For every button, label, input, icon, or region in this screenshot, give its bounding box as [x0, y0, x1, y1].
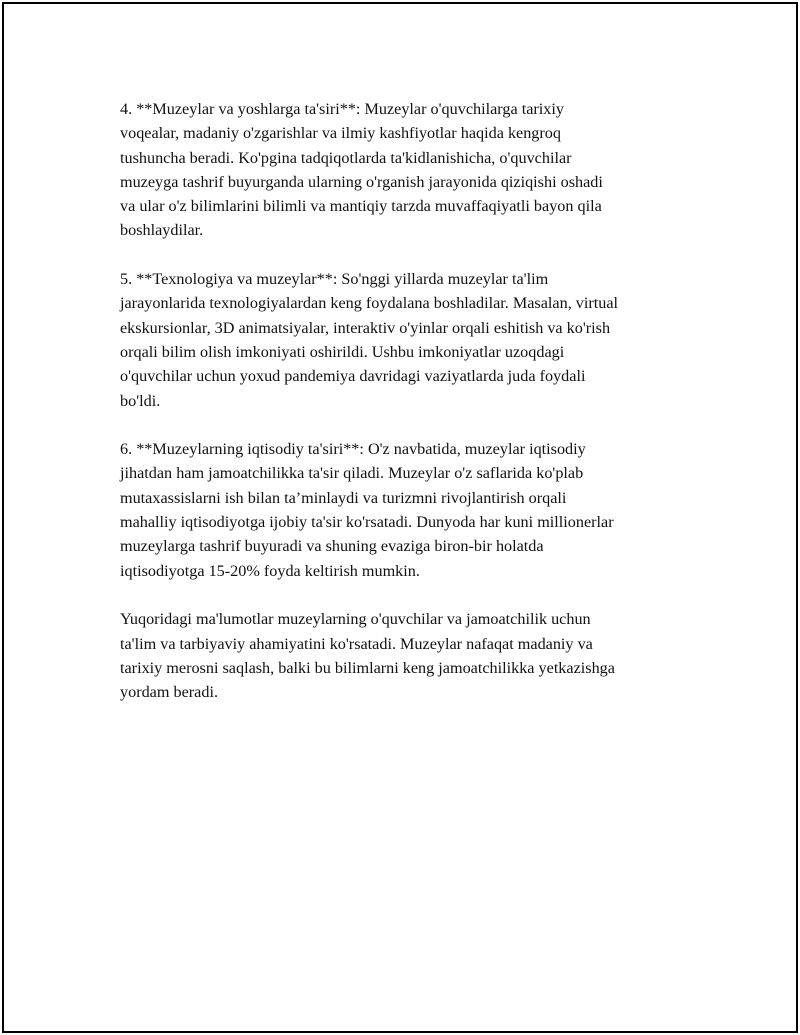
paragraph-technology-and-museums — [120, 267, 700, 413]
text-line: boshlaydilar. — [120, 221, 204, 240]
text-line: ta'lim va tarbiyaviy ahamiyatini ko'rsatadi. Muzeylar nafaqat madaniy va — [120, 634, 593, 653]
paragraph-economic-impact — [120, 437, 700, 583]
text-line: tushuncha beradi. Ko'pgina tadqiqotlarda ta'kidlanishicha, o'quvchilar — [120, 148, 572, 167]
text-line: 6. **Muzeylarning iqtisodiy ta'siri**: O'z navbatida, muzeylar iqtisodiy — [120, 440, 586, 459]
text-line: va ular o'z bilimlarini bilimli va mantiqiy tarzda muvaffaqiyatli bayon qila — [120, 197, 602, 216]
text-line: Yuqoridagi ma'lumotlar muzeylarning o'quvchilar va jamoatchilik uchun — [120, 610, 591, 629]
text-line: o'quvchilar uchun yoxud pandemiya davridagi vaziyatlarda juda foydali — [120, 367, 586, 386]
document-page — [2, 2, 798, 1033]
text-line: yordam beradi. — [120, 683, 218, 702]
text-line: iqtisodiyotga 15-20% foyda keltirish mumkin. — [120, 561, 420, 580]
text-line: ekskursionlar, 3D animatsiyalar, interaktiv o'yinlar orqali eshitish va ko'rish — [120, 318, 611, 337]
text-line: bo'ldi. — [120, 391, 161, 410]
text-line: muzeylarga tashrif buyuradi va shuning evaziga biron-bir holatda — [120, 537, 544, 556]
text-line: muzeyga tashrif buyurganda ularning o'rganish jarayonida qiziqishi oshadi — [120, 172, 603, 191]
paragraph-conclusion — [120, 607, 700, 704]
text-line: mutaxassislarni ish bilan ta’minlaydi va turizmni rivojlantirish orqali — [120, 488, 567, 507]
text-line: jarayonlarida texnologiyalardan keng foydalana boshladilar. Masalan, virtual — [120, 294, 619, 313]
text-line: jihatdan ham jamoatchilikka ta'sir qiladi. Muzeylar o'z saflarida ko'plab — [120, 464, 584, 483]
text-line: orqali bilim olish imkoniyati oshirildi. Ushbu imkoniyatlar uzoqdagi — [120, 342, 565, 361]
text-line: 4. **Muzeylar va yoshlarga ta'siri**: Muzeylar o'quvchilarga tarixiy — [120, 100, 564, 118]
text-line: voqealar, madaniy o'zgarishlar va ilmiy kashfiyotlar haqida kengroq — [120, 124, 561, 143]
text-line: mahalliy iqtisodiyotga ijobiy ta'sir ko'rsatadi. Dunyoda har kuni millionerlar — [120, 513, 614, 532]
paragraph-museums-and-youth — [120, 97, 700, 243]
text-line: 5. **Texnologiya va muzeylar**: So'nggi yillarda muzeylar ta'lim — [120, 270, 549, 289]
document-body — [120, 97, 700, 729]
text-line: tarixiy merosni saqlash, balki bu bilimlarni keng jamoatchilikka yetkazishga — [120, 658, 615, 677]
